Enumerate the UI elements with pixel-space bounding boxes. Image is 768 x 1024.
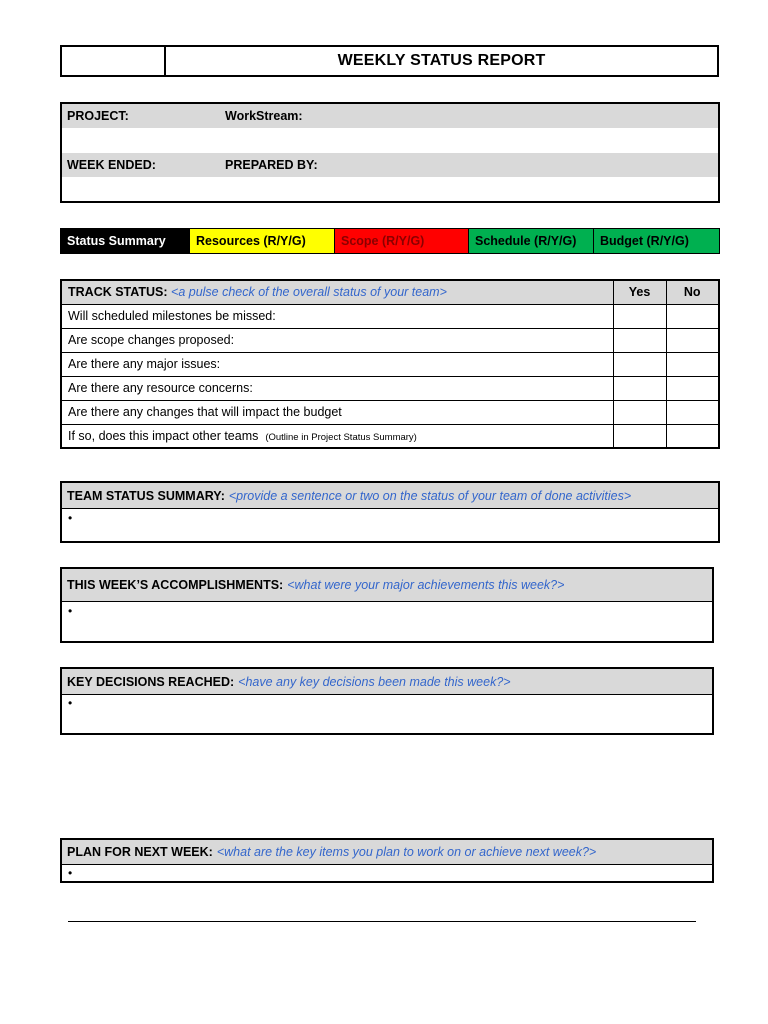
question-label: Are there any resource concerns:: [61, 376, 613, 400]
resources-status: Resources (R/Y/G): [190, 229, 335, 253]
yes-cell[interactable]: [613, 424, 666, 448]
accomplishments-header: [62, 569, 712, 602]
no-column-header: No: [666, 280, 719, 304]
accomplishments-bullet[interactable]: •: [68, 604, 73, 618]
table-row: [61, 352, 719, 376]
key-decisions-header: [62, 669, 712, 695]
question-label: Are there any major issues:: [61, 352, 613, 376]
accomplishments-hint: <what were your major achievements this week?>: [287, 578, 565, 592]
yes-cell[interactable]: [613, 376, 666, 400]
header-logo-cell: [62, 47, 166, 75]
next-week-bullet[interactable]: •: [68, 866, 73, 880]
yes-cell[interactable]: [613, 400, 666, 424]
track-status-header: [61, 280, 719, 304]
page-title: WEEKLY STATUS REPORT: [337, 52, 546, 69]
project-info-block: [60, 102, 720, 203]
workstream-label: WorkStream:: [225, 109, 303, 123]
no-cell[interactable]: [666, 328, 719, 352]
status-summary-label: Status Summary: [61, 229, 190, 253]
project-row: [62, 104, 718, 128]
question-label: Will scheduled milestones be missed:: [61, 304, 613, 328]
team-status-header: [62, 483, 718, 509]
question-note: (Outline in Project Status Summary): [265, 431, 417, 443]
project-label: PROJECT:: [67, 109, 129, 123]
yes-cell[interactable]: [613, 352, 666, 376]
table-row: [61, 328, 719, 352]
status-summary-bar: [60, 228, 720, 254]
next-week-hint: <what are the key items you plan to work on or achieve next week?>: [216, 845, 597, 859]
team-status-hint: <provide a sentence or two on the status of your team of done activities>: [228, 488, 632, 503]
accomplishments-label: THIS WEEK’S ACCOMPLISHMENTS:: [67, 578, 284, 592]
track-status-table: [60, 279, 720, 449]
key-decisions-label: KEY DECISIONS REACHED:: [67, 674, 235, 689]
next-week-header: [62, 840, 712, 865]
prepared-by-label: PREPARED BY:: [225, 158, 318, 172]
table-row: [61, 304, 719, 328]
no-cell[interactable]: [666, 400, 719, 424]
budget-status: Budget (R/Y/G): [594, 229, 719, 253]
question-label: Are scope changes proposed:: [61, 328, 613, 352]
question-label: Are there any changes that will impact the budget: [61, 400, 613, 424]
yes-cell[interactable]: [613, 328, 666, 352]
week-ended-label: WEEK ENDED:: [67, 158, 156, 172]
schedule-status: Schedule (R/Y/G): [469, 229, 594, 253]
question-cell: [61, 424, 613, 448]
week-ended-row: [62, 153, 718, 177]
track-status-hint: <a pulse check of the overall status of your team>: [171, 285, 447, 300]
next-week-label: PLAN FOR NEXT WEEK:: [67, 845, 213, 859]
key-decisions-bullet[interactable]: •: [68, 696, 73, 710]
no-cell[interactable]: [666, 352, 719, 376]
report-header: [60, 45, 719, 77]
track-status-label: TRACK STATUS:: [68, 285, 168, 300]
no-cell[interactable]: [666, 376, 719, 400]
key-decisions-hint: <have any key decisions been made this week?>: [238, 674, 511, 689]
team-status-bullet[interactable]: •: [68, 511, 73, 525]
accomplishments-section: [60, 567, 714, 643]
scope-status: Scope (R/Y/G): [335, 229, 469, 253]
team-status-section: [60, 481, 720, 543]
question-label: If so, does this impact other teams: [68, 428, 259, 443]
footer-divider: [68, 921, 696, 922]
yes-column-header: Yes: [613, 280, 666, 304]
no-cell[interactable]: [666, 424, 719, 448]
team-status-label: TEAM STATUS SUMMARY:: [67, 488, 225, 503]
table-row: [61, 376, 719, 400]
next-week-section: [60, 838, 714, 883]
key-decisions-section: [60, 667, 714, 735]
table-row: [61, 400, 719, 424]
no-cell[interactable]: [666, 304, 719, 328]
track-status-title: [61, 280, 613, 304]
table-row: [61, 424, 719, 448]
yes-cell[interactable]: [613, 304, 666, 328]
